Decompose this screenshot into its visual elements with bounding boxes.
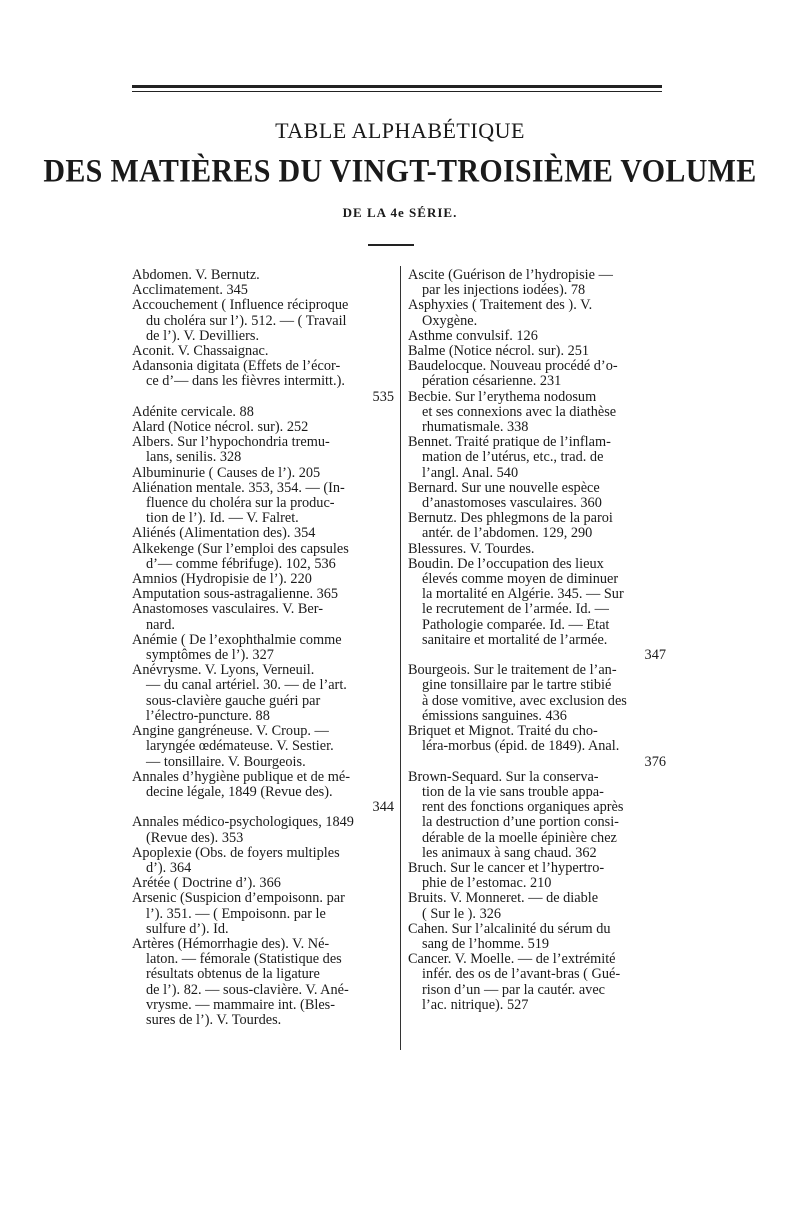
index-entry-line: Bernutz. Des phlegmons de la paroi (408, 511, 613, 527)
index-entry-line: — du canal artériel. 30. — de l’art. (146, 678, 347, 694)
index-entry-line: infér. des os de l’avant-bras ( Gué- (422, 967, 621, 983)
index-entry-line: Albers. Sur l’hypochondria tremu- (132, 435, 330, 451)
index-entry (408, 861, 666, 891)
index-entry-line: élevés comme moyen de diminuer (422, 572, 619, 588)
index-entry-line: Arétée ( Doctrine d’). 366 (132, 876, 281, 892)
index-entry-line: Adénite cervicale. 88 (132, 404, 254, 420)
index-entry (132, 587, 394, 602)
index-entry-line: l’). 351. — ( Empoisonn. par le (146, 906, 326, 922)
index-entry (408, 724, 666, 770)
index-entry-line: Cahen. Sur l’alcalinité du sérum du (408, 921, 611, 937)
index-column-left (132, 268, 394, 1028)
index-entry (408, 435, 666, 481)
index-entry-line: Blessures. V. Tourdes. (408, 541, 535, 557)
index-entry-line: Bernard. Sur une nouvelle espèce (408, 480, 600, 496)
index-entry (132, 876, 394, 891)
index-entry-line: Pathologie comparée. Id. — État (422, 617, 610, 633)
index-entry (132, 268, 394, 283)
index-entry-line: Amnios (Hydropisie de l’). 220 (132, 572, 312, 588)
index-entry-line: Cancer. V. Moelle. — de l’extrémité (408, 952, 616, 968)
index-entry (132, 770, 394, 816)
index-entry-line: Amputation sous-astragalienne. 365 (132, 587, 339, 603)
index-entry-line: Anévrysme. V. Lyons, Verneuil. (132, 663, 315, 679)
top-double-rule (132, 85, 662, 92)
index-entry-line: sang de l’homme. 519 (422, 936, 550, 952)
index-entry-line: Asphyxies ( Traitement des ). V. (408, 298, 593, 314)
index-entry (408, 542, 666, 557)
index-entry (132, 937, 394, 1028)
index-entry-line: rhumatismale. 338 (422, 420, 529, 436)
index-entry-line: léra-morbus (épid. de 1849). Anal. (422, 739, 620, 755)
index-entry-line: Baudelocque. Nouveau procédé d’o- (408, 359, 618, 375)
index-entry (408, 770, 666, 861)
index-entry (408, 891, 666, 921)
index-entry-line: dérable de la moelle épinière chez (422, 830, 617, 846)
index-entry-line: Aconit. V. Chassaignac. (132, 344, 269, 360)
index-entry-line: et ses connexions avec la diathèse (422, 404, 617, 420)
index-entry-line: Acclimatement. 345 (132, 283, 248, 299)
page-subtitle: DE LA 4e SÉRIE. (342, 205, 458, 220)
index-entry-line: rison d’un — par la cautér. avec (422, 982, 606, 998)
index-entry-line: l’ac. nitrique). 527 (422, 997, 529, 1013)
index-entry (408, 268, 666, 298)
index-entry-line: ce d’— dans les fièvres intermitt.). (146, 374, 345, 390)
index-entry (408, 952, 666, 1013)
index-entry-line: (Revue des). 353 (146, 830, 244, 846)
index-entry (132, 663, 394, 724)
index-entry-line: Balme (Notice nécrol. sur). 251 (408, 344, 590, 360)
index-entry-line: laton. — fémorale (Statistique des (146, 952, 342, 968)
index-entry-line: 344 (372, 800, 394, 816)
index-entry (132, 572, 394, 587)
index-entry (408, 663, 666, 724)
index-entry (132, 846, 394, 876)
index-entry-line: Annales médico-psychologiques, 1849 (132, 815, 354, 831)
index-entry-line: Alard (Notice nécrol. sur). 252 (132, 420, 309, 436)
index-entry (408, 390, 666, 436)
index-entry (408, 298, 666, 328)
index-entry-line: 347 (644, 648, 666, 664)
index-entry-line: 535 (372, 389, 394, 405)
index-entry (132, 891, 394, 937)
index-entry-line: l’angl. Anal. 540 (422, 465, 519, 481)
index-entry-line: laryngée œdémateuse. V. Sestier. (146, 739, 334, 755)
index-entry-line: Anastomoses vasculaires. V. Ber- (132, 602, 323, 618)
index-entry-line: vrysme. — mammaire int. (Bles- (146, 997, 335, 1013)
index-entry-line: Aliénation mentale. 353, 354. — (In- (132, 480, 345, 496)
index-entry (408, 329, 666, 344)
index-entry-line: Adansonia digitata (Effets de l’écor- (132, 359, 341, 375)
index-entry-line: Boudin. De l’occupation des lieux (408, 556, 604, 572)
index-entry-line: rent des fonctions organiques après (422, 800, 624, 816)
index-entry-line: mation de l’utérus, etc., trad. de (422, 450, 604, 466)
index-entry-line: Bennet. Traité pratique de l’inflam- (408, 435, 611, 451)
index-entry (132, 435, 394, 465)
index-entry (408, 557, 666, 663)
index-entry (132, 298, 394, 344)
index-entry-line: Ascite (Guérison de l’hydropisie — (408, 268, 613, 283)
index-entry (132, 815, 394, 845)
index-entry-line: d’). 364 (146, 860, 192, 876)
index-entry (408, 511, 666, 541)
title-separator-rule (368, 244, 414, 246)
index-entry (132, 283, 394, 298)
index-entry-line: Asthme convulsif. 126 (408, 328, 538, 344)
index-column-right (408, 268, 666, 1013)
index-entry (132, 724, 394, 770)
index-entry-line: Bruits. V. Monneret. — de diable (408, 891, 599, 907)
index-entry-line: Apoplexie (Obs. de foyers multiples (132, 845, 340, 861)
index-entry (408, 344, 666, 359)
index-entry (132, 542, 394, 572)
index-entry-line: ( Sur le ). 326 (422, 906, 502, 922)
index-entry-line: les animaux à sang chaud. 362 (422, 845, 597, 861)
index-entry (132, 602, 394, 632)
index-entry (132, 420, 394, 435)
index-entry-line: antér. de l’abdomen. 129, 290 (422, 526, 593, 542)
index-entry-line: nard. (146, 617, 175, 633)
index-entry-line: à dose vomitive, avec exclusion des (422, 693, 627, 709)
index-entry (132, 466, 394, 481)
index-entry-line: — tonsillaire. V. Bourgeois. (146, 754, 306, 770)
index-entry-line: le recrutement de l’armée. Id. — (422, 602, 609, 618)
index-entry-line: par les injections iodées). 78 (422, 283, 586, 299)
index-entry-line: Angine gangréneuse. V. Croup. — (132, 724, 329, 740)
index-entry-line: sures de l’). V. Tourdes. (146, 1012, 282, 1028)
index-entry-line: Accouchement ( Influence réciproque (132, 298, 349, 314)
index-entry-line: pération césarienne. 231 (422, 374, 562, 390)
index-entry-line: lans, senilis. 328 (146, 450, 242, 466)
index-entry (408, 359, 666, 389)
index-entry (132, 359, 394, 405)
index-entry (132, 344, 394, 359)
index-entry-line: symptômes de l’). 327 (146, 648, 274, 664)
index-entry-line: fluence du choléra sur la produc- (146, 496, 335, 512)
index-entry-line: Brown-Sequard. Sur la conserva- (408, 769, 599, 785)
index-entry-line: gine tonsillaire par le tartre stibié (422, 678, 612, 694)
index-entry-line: Aliénés (Alimentation des). 354 (132, 526, 316, 542)
index-entry-line: 376 (644, 754, 666, 770)
index-entry-line: d’— comme fébrifuge). 102, 536 (146, 556, 336, 572)
index-entry-line: la destruction d’une portion consi- (422, 815, 619, 831)
page-title-line-1: TABLE ALPHABÉTIQUE (275, 118, 525, 143)
index-entry (132, 481, 394, 527)
index-entry-line: sous-clavière gauche guéri par (146, 693, 321, 709)
index-entry-line: Bourgeois. Sur le traitement de l’an- (408, 663, 617, 679)
index-entry-line: Albuminurie ( Causes de l’). 205 (132, 465, 321, 481)
index-entry-line: sulfure d’). Id. (146, 921, 229, 937)
index-entry-line: de l’). V. Devilliers. (146, 328, 260, 344)
index-entry-line: decine légale, 1849 (Revue des). (146, 784, 333, 800)
index-entry-line: Artères (Hémorrhagie des). V. Né- (132, 936, 330, 952)
index-entry-line: tion de l’). Id. — V. Falret. (146, 511, 299, 527)
index-entry (408, 922, 666, 952)
index-entry-line: Becbie. Sur l’erythema nodosum (408, 389, 597, 405)
index-entry-line: émissions sanguines. 436 (422, 708, 567, 724)
index-entry-line: la mortalité en Algérie. 345. — Sur (422, 587, 624, 603)
index-entry-line: Annales d’hygiène publique et de mé- (132, 769, 350, 785)
index-entry-line: de l’). 82. — sous-clavière. V. Ané- (146, 982, 349, 998)
index-entry-line: Anémie ( De l’exophthalmie comme (132, 632, 342, 648)
index-entry (132, 405, 394, 420)
index-entry-line: Bruch. Sur le cancer et l’hypertro- (408, 860, 605, 876)
index-entry (132, 526, 394, 541)
index-entry-line: résultats obtenus de la ligature (146, 967, 320, 983)
index-entry-line: Arsenic (Suspicion d’empoisonn. par (132, 891, 345, 907)
index-entry-line: Abdomen. V. Bernutz. (132, 268, 260, 283)
index-entry (132, 633, 394, 663)
index-entry-line: Briquet et Mignot. Traité du cho- (408, 724, 598, 740)
index-entry-line: du choléra sur l’). 512. — ( Travail (146, 313, 347, 329)
index-entry-line: l’électro-puncture. 88 (146, 708, 270, 724)
index-entry-line: phie de l’estomac. 210 (422, 876, 552, 892)
index-entry-line: tion de la vie sans trouble appa- (422, 784, 604, 800)
index-entry-line: d’anastomoses vasculaires. 360 (422, 496, 602, 512)
index-entry-line: Oxygène. (422, 313, 478, 329)
index-entry-line: sanitaire et mortalité de l’armée. (422, 632, 608, 648)
index-entry-line: Alkekenge (Sur l’emploi des capsules (132, 541, 349, 557)
index-entry (408, 481, 666, 511)
column-divider (400, 266, 401, 1050)
page-title-line-2: DES MATIÈRES DU VINGT-TROISIÈME VOLUME (43, 153, 757, 190)
